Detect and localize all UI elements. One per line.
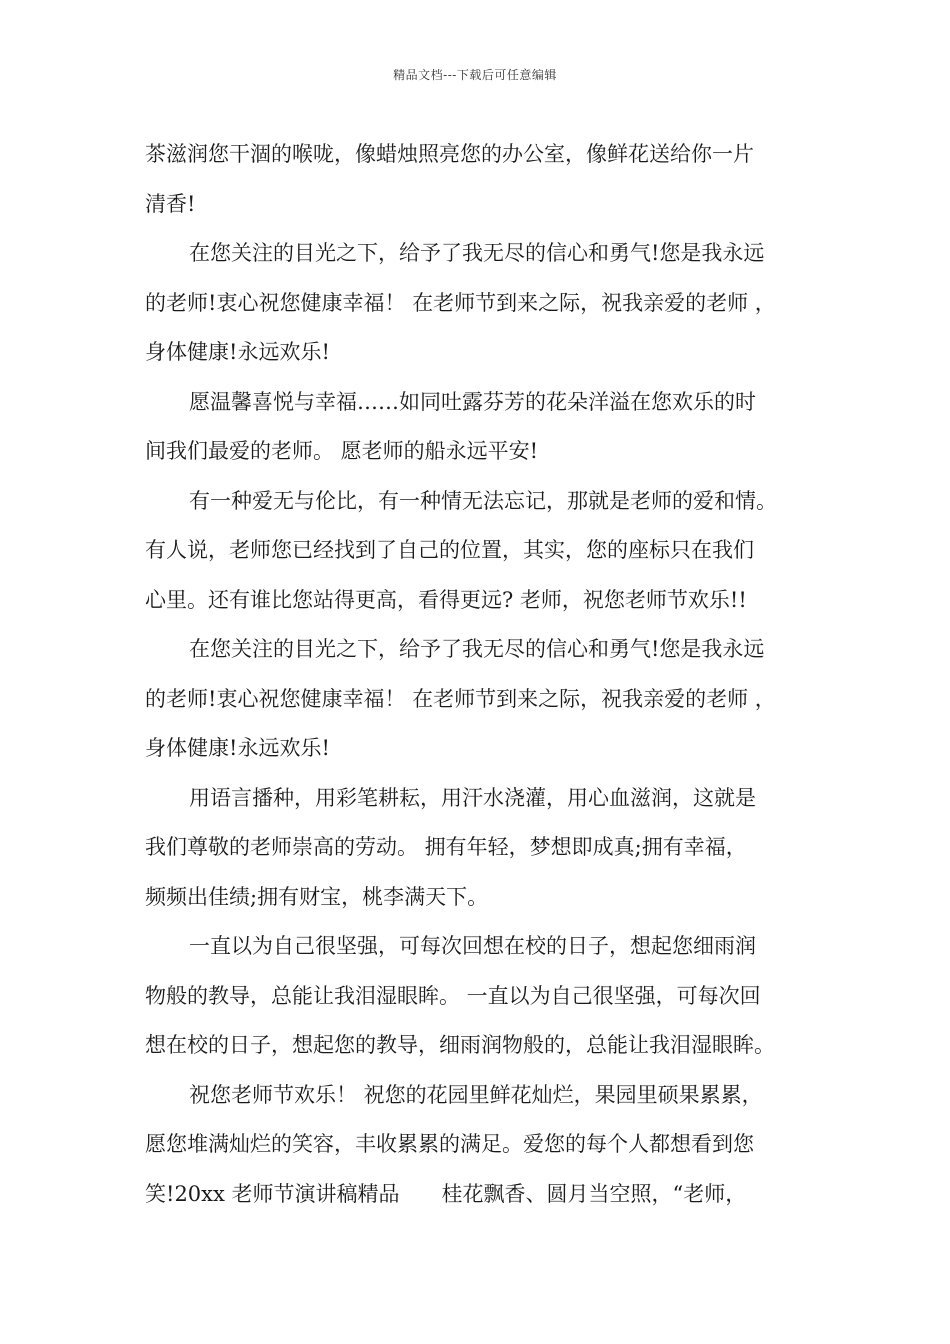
text-line: 用语言播种，用彩笔耕耘，用汗水浇灌，用心血滋润，这就是 <box>189 785 756 810</box>
text-line: 频频出佳绩;拥有财宝，桃李满天下。 <box>145 884 489 909</box>
text-line: 物般的教导，总能让我泪湿眼眸。 一直以为自己很坚强，可每次回 <box>145 983 761 1008</box>
text-line: 祝您老师节欢乐！ 祝您的花园里鲜花灿烂，果园里硕果累累， <box>189 1082 763 1107</box>
text-line: 间我们最爱的老师。 愿老师的船永远平安! <box>145 439 539 463</box>
text-line: 茶滋润您干涸的喉咙，像蜡烛照亮您的办公室，像鲜花送给你一片 <box>145 142 754 166</box>
text-line: 心里。还有谁比您站得更高，看得更远? 老师，祝您老师节欢乐!! <box>145 587 747 612</box>
text-line: 愿您堆满灿烂的笑容，丰收累累的满足。爱您的每个人都想看到您 <box>145 1132 754 1156</box>
text-line: 我们尊敬的老师崇高的劳动。 拥有年轻，梦想即成真;拥有幸福， <box>145 835 747 859</box>
text-line: 想在校的日子，想起您的教导，细雨润物般的，总能让我泪湿眼眸。 <box>145 1033 775 1057</box>
text-line: 一直以为自己很坚强，可每次回想在校的日子，想起您细雨润 <box>189 934 756 958</box>
text-line: 的老师!衷心祝您健康幸福！ 在老师节到来之际，祝我亲爱的老师 ， <box>145 290 776 315</box>
text-line: 身体健康!永远欢乐! <box>145 736 330 760</box>
text-line: 在您关注的目光之下，给予了我无尽的信心和勇气!您是我永远 <box>189 241 765 265</box>
text-line: 有一种爱无与伦比，有一种情无法忘记，那就是老师的爱和情。 <box>189 488 777 513</box>
document-body <box>145 130 825 1219</box>
text-line: 笑!20xx 老师节演讲稿精品 桂花飘香、圆月当空照，“老师， <box>145 1181 747 1206</box>
text-line: 清香! <box>145 191 196 216</box>
text-line: 有人说，老师您已经找到了自己的位置，其实，您的座标只在我们 <box>145 538 754 562</box>
text-line: 在您关注的目光之下，给予了我无尽的信心和勇气!您是我永远 <box>189 637 765 661</box>
text-line: 愿温馨喜悦与幸福……如同吐露芬芳的花朵洋溢在您欢乐的时 <box>189 389 756 414</box>
page-header: 精品文档---下载后可任意编辑 <box>393 68 557 82</box>
text-line: 身体健康!永远欢乐! <box>145 340 330 364</box>
text-line: 的老师!衷心祝您健康幸福！ 在老师节到来之际，祝我亲爱的老师 ， <box>145 686 776 711</box>
